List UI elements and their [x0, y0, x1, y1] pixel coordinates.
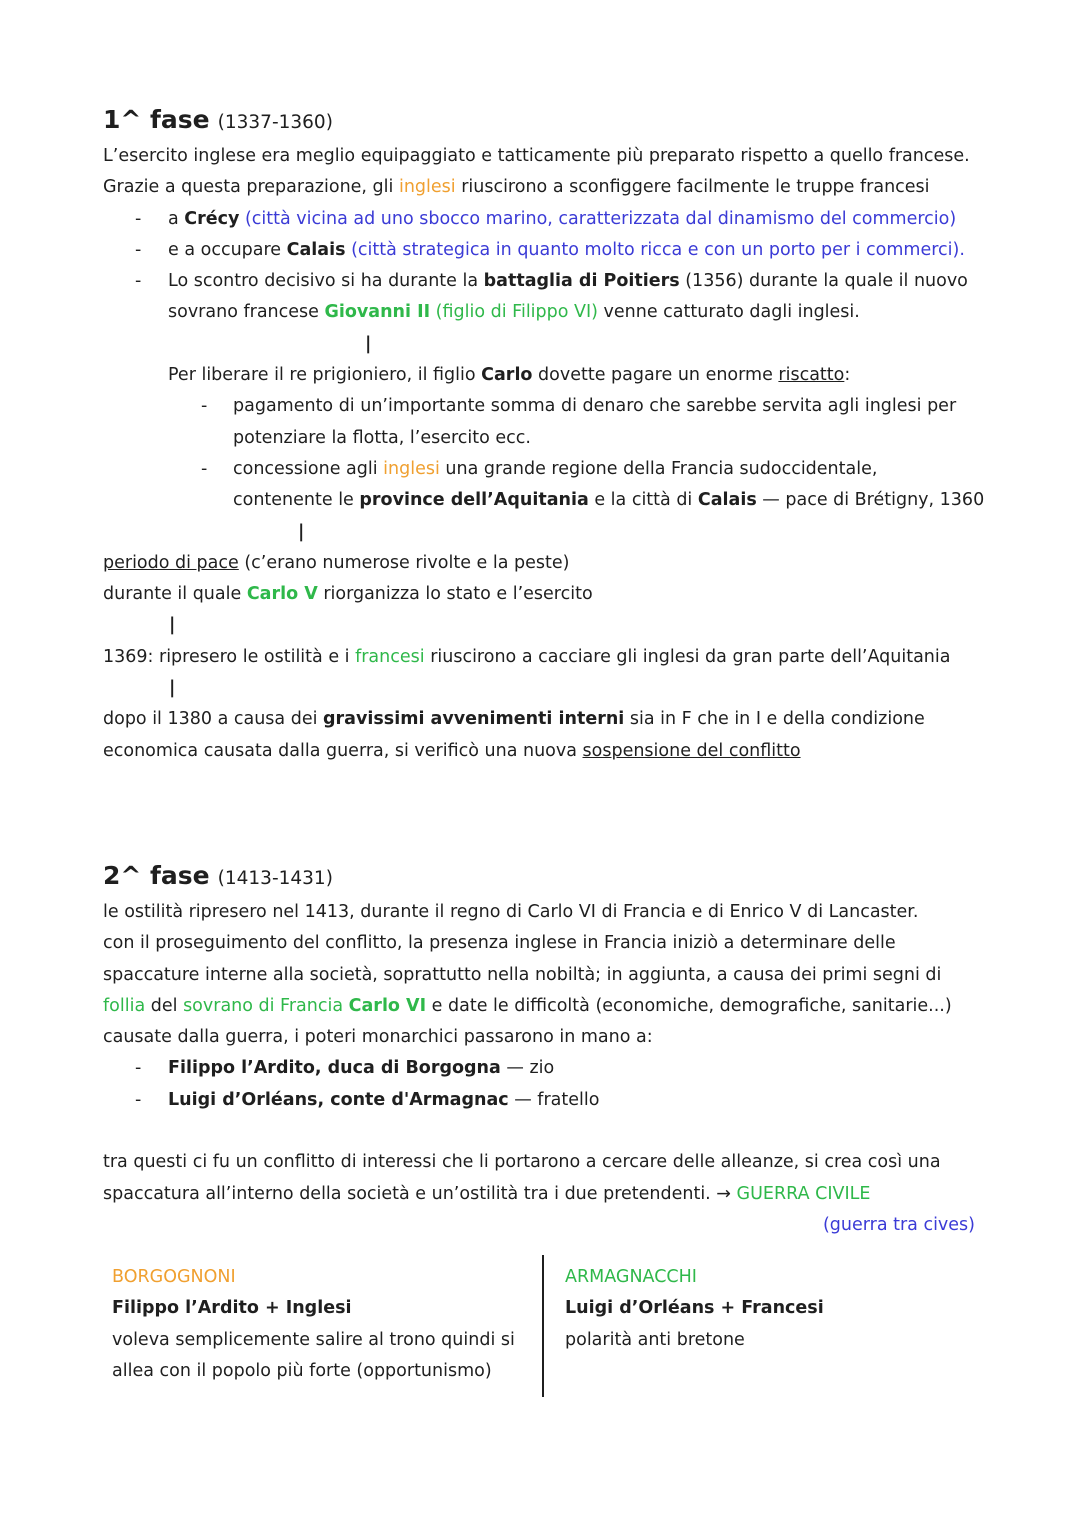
connector-bar: |	[169, 615, 176, 636]
ransom-sub-list	[103, 391, 983, 516]
regents-list	[103, 1053, 983, 1116]
list-item: - e a occupare Calais (città strategica in quanto molto ricca e con un porto per i commerci).	[103, 235, 983, 266]
list-item: - Luigi d’Orléans, conte d'Armagnac — fratello	[103, 1085, 983, 1116]
phase1-dates: (1337-1360)	[217, 112, 333, 133]
connector-bar: |	[365, 333, 372, 354]
connector-bar: |	[169, 678, 176, 699]
civil-war-label: GUERRA CIVILE	[736, 1183, 871, 1204]
king-carlo-v: Carlo V	[246, 584, 318, 605]
phase1-intro-line1: L’esercito inglese era meglio equipaggiato e tatticamente più preparato rispetto a quello francese.	[103, 146, 970, 166]
peace-line2: durante il quale Carlo V riorganizza lo stato e l’esercito	[103, 584, 593, 605]
civil-war-note: (guerra tra cives)	[822, 1214, 975, 1235]
faction-name: ARMAGNACCHI	[565, 1267, 697, 1287]
battle-poitiers: battaglia di Poitiers	[483, 271, 680, 292]
phase1-intro-line2: Grazie a questa preparazione, gli inglesi riuscirono a sconfiggere facilmente le truppe francesi	[103, 177, 930, 198]
year-1369-line: 1369: ripresero le ostilità e i francesi riuscirono a cacciare gli inglesi da gran parte dell’Aquitania	[103, 646, 951, 667]
place-crecy: Crécy	[184, 208, 240, 229]
connector-bar: |	[298, 521, 305, 542]
list-item: - a Crécy (città vicina ad uno sbocco marino, caratterizzata dal dinamismo del commercio)	[103, 204, 983, 235]
phase1-bullet-list	[103, 204, 983, 329]
phase2-heading	[103, 858, 983, 897]
phase2-dates: (1413-1431)	[217, 868, 333, 889]
phase2-title: 2^ fase	[103, 861, 210, 890]
peace-line1: periodo di pace (c’erano numerose rivolte e la peste)	[103, 552, 570, 573]
phase1-section	[103, 102, 983, 767]
list-item: - concessione agli inglesi una grande regione della Francia sudoccidentale, contenente le province dell’Aquitania e la città di Calais — pace di Brétigny, 1360	[168, 454, 983, 517]
list-item: - pagamento di un’importante somma di denaro che sarebbe servita agli inglesi per potenziare la flotta, l’esercito ecc.	[168, 391, 983, 454]
list-item: - Lo scontro decisivo si ha durante la battaglia di Poitiers (1356) durante la quale il nuovo sovrano francese Giovanni II (figlio di Filippo VI) venne catturato dagli inglesi.	[103, 266, 983, 329]
highlight-inglesi: inglesi	[398, 177, 456, 198]
phase2-section: 2^ fase (1413-1431) le ostilità ripresero nel 1413, durante il regno di Carlo VI di Francia e di Enrico V di Lancaster. con il proseguimento del conflitto, la presenza inglese in Francia iniziò a determinare delle spaccature interne alla società, soprattutto nella nobiltà; in aggiunta, a causa dei primi segni di follia del sovrano di Francia Carlo VI e date le difficoltà (economiche, demografiche, sanitarie...) causate dalla guerra, i poteri monarchici passarono in mano a: - Filippo l’Ardito, duca di Borgogna — zio - Luigi d’Orléans, conte d'Armagnac — fratello tra questi ci fu un conflitto di interessi che li portarono a cercare delle alleanze, si crea così una spaccatura all’interno della società e un’ostilità tra i due pretendenti. → GUERRA CIVILE (guerra tra cives)	[103, 858, 983, 1241]
phase1-heading	[103, 102, 983, 141]
faction-borgognoni: BORGOGNONI Filippo l’Ardito + Inglesi voleva semplicemente salire al trono quindi si allea con il popolo più forte (opportunismo)	[112, 1262, 532, 1387]
year-1380-line1: dopo il 1380 a causa dei gravissimi avvenimenti interni sia in F che in I e della condizione	[103, 709, 925, 730]
ransom-line: Per liberare il re prigioniero, il figlio Carlo dovette pagare un enorme riscatto:	[168, 365, 851, 386]
faction-armagnacchi: ARMAGNACCHI Luigi d’Orléans + Francesi polarità anti bretone	[565, 1262, 975, 1356]
faction-name: BORGOGNONI	[112, 1267, 236, 1287]
king-giovanni-ii: Giovanni II	[324, 302, 431, 323]
phase1-title: 1^ fase	[103, 105, 210, 134]
year-1380-line2: economica causata dalla guerra, si verificò una nuova sospensione del conflitto	[103, 740, 801, 761]
column-divider	[542, 1255, 544, 1397]
place-calais: Calais	[286, 239, 346, 260]
list-item: - Filippo l’Ardito, duca di Borgogna — zio	[103, 1053, 983, 1084]
king-carlo-vi: Carlo VI	[348, 995, 427, 1016]
